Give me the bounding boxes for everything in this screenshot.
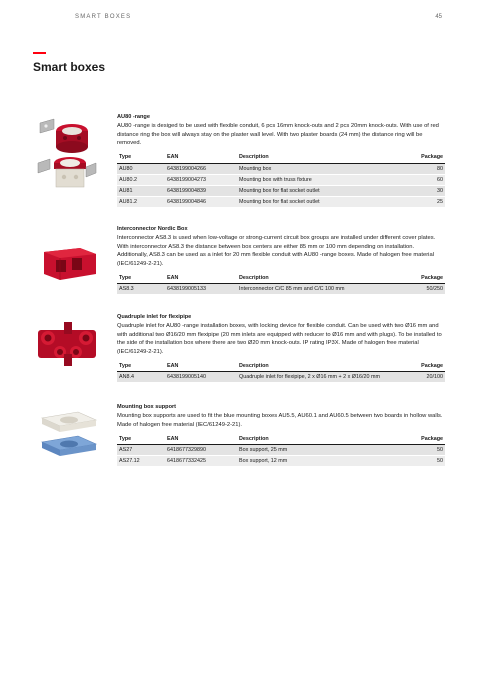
col-header-type: Type	[117, 434, 165, 445]
cell-type: AS27.12	[117, 456, 165, 467]
col-header-ean: EAN	[165, 434, 237, 445]
cell-description: Mounting box for flat socket outlet	[237, 196, 396, 207]
col-header-ean: EAN	[165, 153, 237, 164]
section-title: Quadruple inlet for flexipipe	[117, 314, 192, 320]
section-au80-range	[117, 113, 445, 208]
cell-description: Mounting box with truss fixture	[237, 174, 396, 185]
table-row	[117, 185, 445, 196]
cell-description: Mounting box for flat socket outlet	[237, 185, 396, 196]
cell-ean: 6438199004273	[165, 174, 237, 185]
col-header-ean: EAN	[165, 273, 237, 284]
cell-package: 80	[396, 163, 445, 174]
cell-description: Mounting box	[237, 163, 396, 174]
an84-product-image	[32, 316, 104, 372]
cell-ean: 6438199004266	[165, 163, 237, 174]
section-description: Mounting box supports are used to fit the blue mounting boxes AU5.5, AU60.1 and AU60.5 between two boards in hollow walls. Made of halogen free material (IEC/61249-2-21).	[117, 413, 443, 428]
cell-ean: 6438199005133	[165, 284, 237, 295]
section-quadruple-inlet	[117, 313, 445, 383]
col-header-package: Package	[413, 361, 445, 372]
col-header-description: Description	[237, 434, 376, 445]
cell-ean: 6418677329890	[165, 445, 237, 456]
col-header-type: Type	[117, 361, 165, 372]
section-title: AU80 -range	[117, 114, 150, 120]
table-header-row	[117, 273, 445, 284]
cell-package: 50/250	[405, 284, 445, 295]
cell-package: 50	[376, 456, 445, 467]
product-table	[117, 273, 445, 295]
product-table	[117, 434, 445, 467]
cell-type: AU81	[117, 185, 165, 196]
table-row	[117, 284, 445, 295]
table-row	[117, 174, 445, 185]
table-row	[117, 372, 445, 383]
cell-type: AU81.2	[117, 196, 165, 207]
col-header-type: Type	[117, 153, 165, 164]
col-header-ean: EAN	[165, 361, 237, 372]
section-mounting-box-support	[117, 403, 445, 467]
cell-type: AU80	[117, 163, 165, 174]
col-header-package: Package	[396, 153, 445, 164]
section-interconnector-nordic-box	[117, 225, 445, 295]
cell-ean: 6438199005140	[165, 372, 237, 383]
section-description: AU80 -range is desiged to be used with flexible conduit, 6 pcs 16mm knock-outs and 2 pcs 20mm knock-outs. With use of red distance ring the box will always stay on the plaster wall level. With two plaster boards (24 mm) the distance ring will be removed.	[117, 123, 439, 147]
col-header-description: Description	[237, 361, 413, 372]
cell-package: 60	[396, 174, 445, 185]
section-title: Interconnector Nordic Box	[117, 226, 188, 232]
cell-ean: 6438199004839	[165, 185, 237, 196]
cell-package: 30	[396, 185, 445, 196]
cell-type: AN8.4	[117, 372, 165, 383]
cell-description: Quadruple inlet for flexipipe, 2 x Ø16 mm + 2 x Ø16/20 mm	[237, 372, 413, 383]
cell-type: AU80.2	[117, 174, 165, 185]
page-title: Smart boxes	[33, 60, 106, 74]
cell-package: 50	[376, 445, 445, 456]
au80-product-image	[32, 115, 102, 193]
section-description: Quadruple inlet for AU80 -range installation boxes, with locking device for flexible conduit. Can be used with two Ø16 mm and with additional two Ø16/20 mm flexipipe (20 mm inlets are equipped with reducer to Ø16 mm and with plugs). To be installed to the side of the installation box where there are two Ø20 mm knock-outs. IP rating IP3X. Made of halogen free material (IEC/61249-2-21).	[117, 323, 442, 355]
cell-description: Box support, 25 mm	[237, 445, 376, 456]
table-header-row	[117, 434, 445, 445]
col-header-package: Package	[376, 434, 445, 445]
col-header-package: Package	[405, 273, 445, 284]
col-header-description: Description	[237, 153, 396, 164]
product-table	[117, 361, 445, 383]
as27-product-image	[34, 408, 104, 464]
table-header-row	[117, 153, 445, 164]
table-row	[117, 196, 445, 207]
table-row	[117, 456, 445, 467]
col-header-description: Description	[237, 273, 405, 284]
cell-package: 25	[396, 196, 445, 207]
table-row	[117, 163, 445, 174]
cell-description: Box support, 12 mm	[237, 456, 376, 467]
table-header-row	[117, 361, 445, 372]
cell-package: 20/100	[413, 372, 445, 383]
page-number: 45	[435, 14, 442, 20]
product-table	[117, 153, 445, 208]
section-description: Interconnector AS8.3 is used when low-voltage or strong-current circuit box groups are installed under different cover plates. With interconnector AS8.3 the distance between box centers are either 85 mm or 100 mm depending on installation. Additionally, AS8.3 can be used as a inlet for 20 mm flexible conduit with AU80 -range boxes. Made of halogen free material (IEC/61249-2-21).	[117, 235, 436, 267]
title-accent-bar	[33, 52, 46, 54]
cell-type: AS27	[117, 445, 165, 456]
cell-ean: 6438199004846	[165, 196, 237, 207]
cell-type: AS8.3	[117, 284, 165, 295]
as83-product-image	[40, 244, 102, 284]
cell-description: Interconnector C/C 85 mm and C/C 100 mm	[237, 284, 405, 295]
running-header-section: SMART BOXES	[75, 14, 132, 20]
col-header-type: Type	[117, 273, 165, 284]
cell-ean: 6418677332425	[165, 456, 237, 467]
table-row	[117, 445, 445, 456]
section-title: Mounting box support	[117, 404, 177, 410]
